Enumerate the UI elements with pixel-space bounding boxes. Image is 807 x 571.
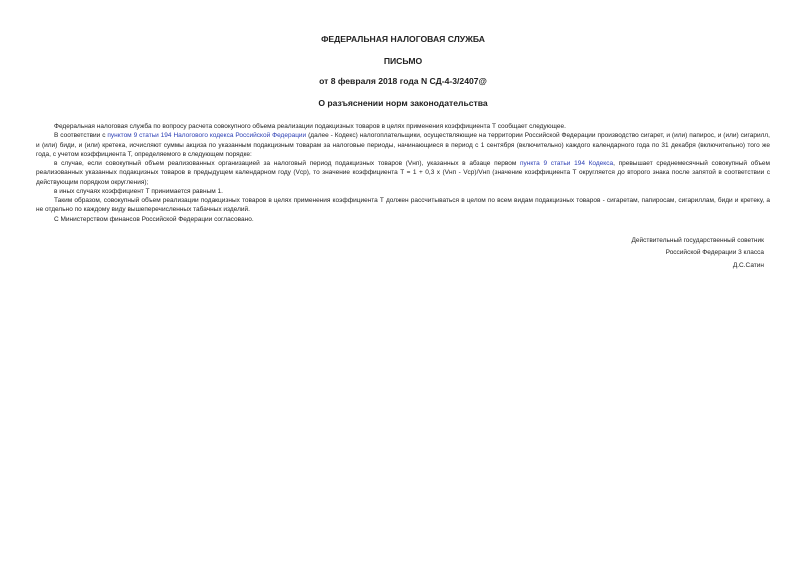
organization-title: ФЕДЕРАЛЬНАЯ НАЛОГОВАЯ СЛУЖБА xyxy=(321,34,485,44)
paragraph-3-text-after: , превышает среднемесячный совокупный объем реализованных указанных подакцизных товаров в предыдущем календарном году (Vср), то значение коэффициента Т = 1 + 0,3 x (Vнп - Vср)/Vнп (значение коэффициента Т округляется до второго знака после запятой в соответствии с действующим порядком округления); xyxy=(36,160,770,186)
paragraph-6: С Министерством финансов Российской Федерации согласовано. xyxy=(54,215,254,223)
paragraph-2-text-before: В соответствии с xyxy=(54,132,108,140)
signer-name: Д.С.Сатин xyxy=(732,261,764,269)
paragraph-4: в иных случаях коэффициент Т принимается равным 1. xyxy=(54,187,223,195)
tax-code-link[interactable]: пунктом 9 статьи 194 Налогового кодекса Российской Федерации xyxy=(107,132,307,140)
code-article-link[interactable]: пункта 9 статьи 194 Кодекса xyxy=(519,160,614,167)
signer-rank-line-2: Российской Федерации 3 класса xyxy=(665,249,764,257)
document-date-number: от 8 февраля 2018 года N СД-4-3/2407@ xyxy=(319,76,487,86)
document xyxy=(36,34,770,272)
paragraph-5: Таким образом, совокупный объем реализации подакцизных товаров в целях применения коэффициента Т должен рассчитываться в целом по всем видам подакцизных товаров - сигаретам, папиросам, сигариллам, биди и кретеку, а не отдельно по каждому виду вышеперечисленных табачных изделий. xyxy=(36,197,770,214)
paragraph-2 xyxy=(36,131,770,159)
signature-block xyxy=(36,235,770,273)
document-body xyxy=(36,122,770,224)
paragraph-3 xyxy=(36,159,770,187)
paragraph-3-text-before: в случае, если совокупный объем реализованных организацией за налоговый период подакцизных товаров (Vнп), указанных в абзаце первом xyxy=(54,160,520,167)
document-type: ПИСЬМО xyxy=(383,56,423,66)
document-subject: О разъяснении норм законодательства xyxy=(318,98,488,108)
signer-rank-line-1: Действительный государственный советник xyxy=(631,236,764,244)
paragraph-2-text-after: (далее - Кодекс) налогоплательщики, осуществляющие на территории Российской Федерации производство сигарет, и (или) папирос, и (или) сигарилл, и (или) биди, и (или) кретека, исчисляют суммы акциза по указанным подакцизным товарам за налоговые периоды, начинающиеся в период с 1 сентября (включительно) каждого календарного года по 31 декабря (включительно) того же года, с учетом коэффициента Т, определяемого в следующем порядке: xyxy=(36,132,770,158)
paragraph-1: Федеральная налоговая служба по вопросу расчета совокупного объема реализации подакцизных товаров в целях применения коэффициента Т сообщает следующее. xyxy=(54,123,566,130)
